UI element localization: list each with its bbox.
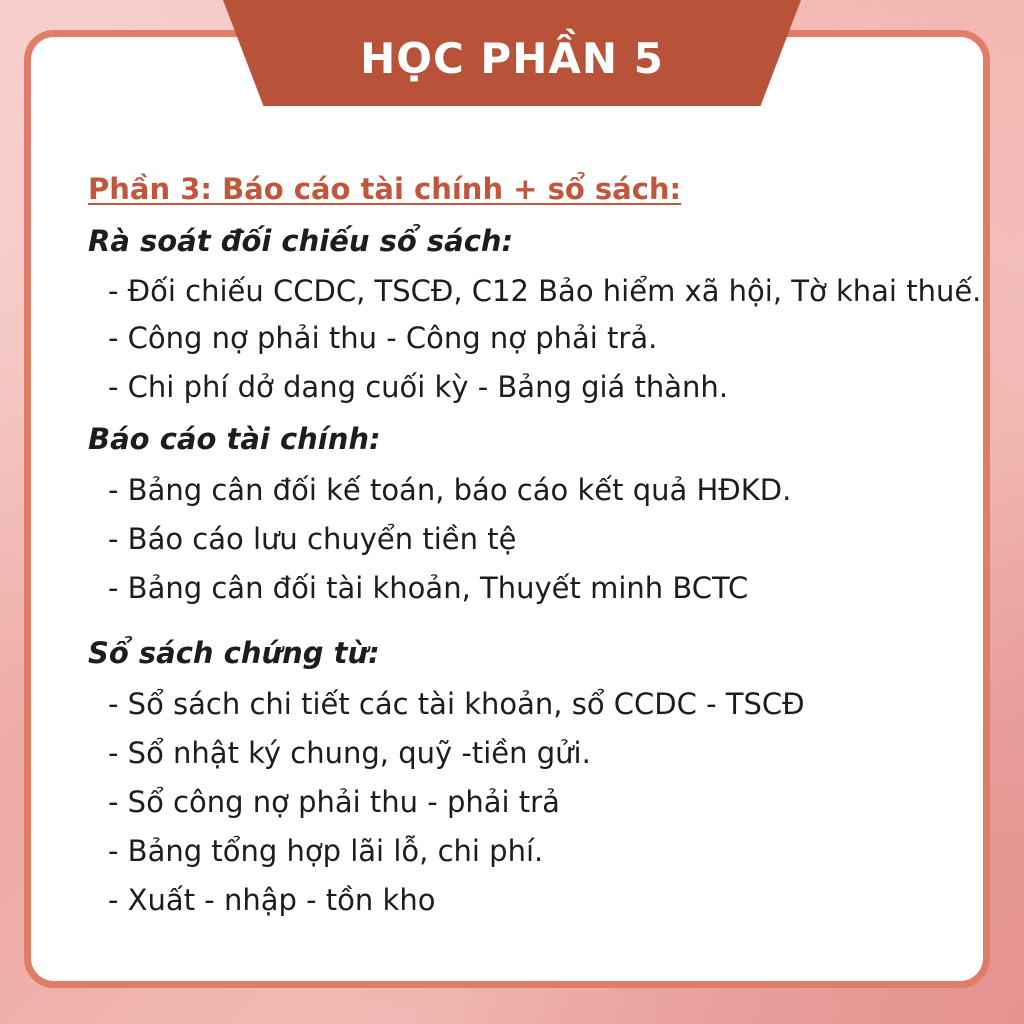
list-item: - Bảng tổng hợp lãi lỗ, chi phí. xyxy=(108,834,544,868)
list-item: - Sổ sách chi tiết các tài khoản, sổ CCDC - TSCĐ xyxy=(108,687,805,721)
list-item: - Sổ nhật ký chung, quỹ -tiền gửi. xyxy=(108,736,591,770)
list-item: - Sổ công nợ phải thu - phải trả xyxy=(108,785,560,819)
content-card xyxy=(24,30,990,988)
list-item: - Xuất - nhập - tồn kho xyxy=(108,883,436,917)
list-item: - Bảng cân đối kế toán, báo cáo kết quả HĐKD. xyxy=(108,473,792,507)
list-item: - Báo cáo lưu chuyển tiền tệ xyxy=(108,522,517,556)
section-title: Phần 3: Báo cáo tài chính + sổ sách: xyxy=(88,172,682,206)
page-title: HỌC PHẦN 5 xyxy=(360,34,664,83)
list-item: - Chi phí dở dang cuối kỳ - Bảng giá thành. xyxy=(108,370,729,404)
group-heading-books-documents: Sổ sách chứng từ: xyxy=(88,636,380,670)
group-heading-review: Rà soát đối chiếu sổ sách: xyxy=(88,224,514,258)
list-item: - Công nợ phải thu - Công nợ phải trả. xyxy=(108,321,658,355)
list-item: - Bảng cân đối tài khoản, Thuyết minh BCTC xyxy=(108,571,749,605)
list-item: - Đối chiếu CCDC, TSCĐ, C12 Bảo hiểm xã hội, Tờ khai thuế. xyxy=(108,274,982,308)
group-heading-financial-report: Báo cáo tài chính: xyxy=(88,422,381,456)
card-content xyxy=(88,169,988,925)
